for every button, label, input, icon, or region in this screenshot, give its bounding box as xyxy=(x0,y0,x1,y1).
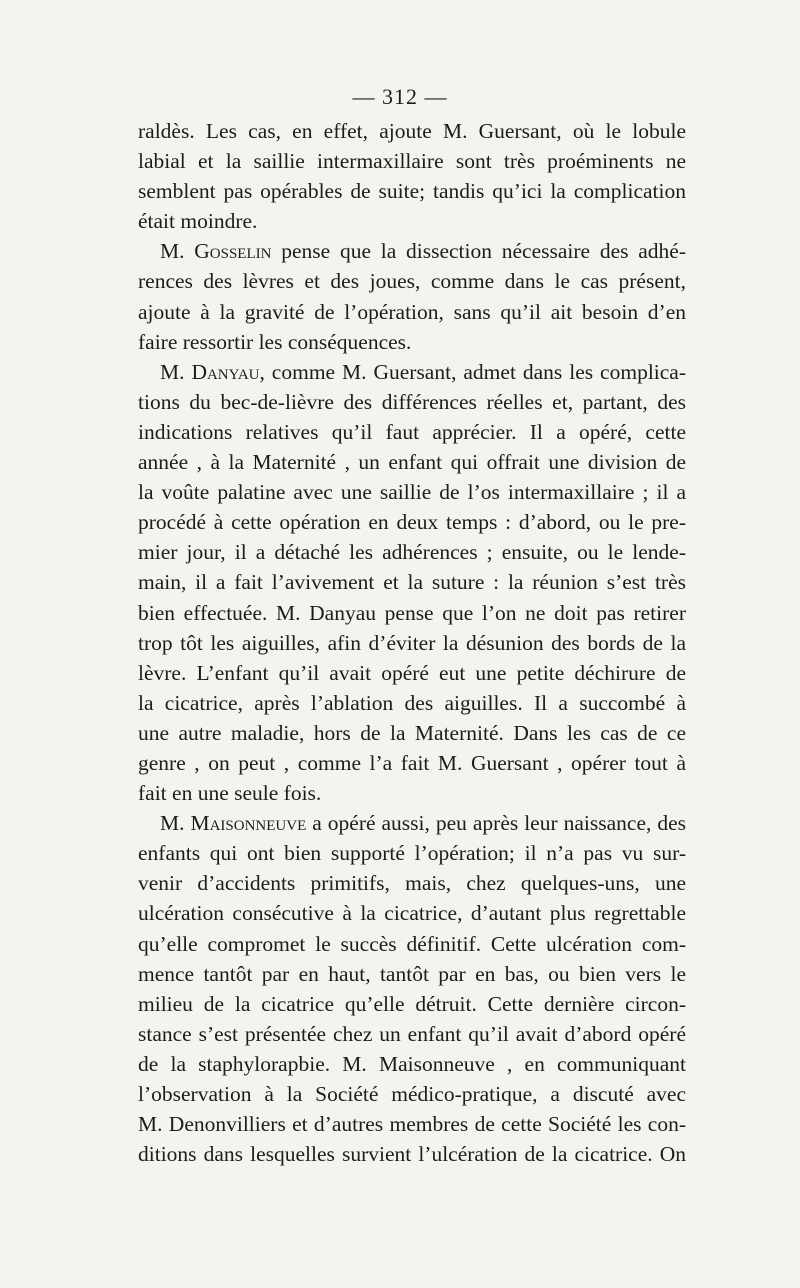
speaker-name: Danyau xyxy=(191,359,260,384)
text-line: semblent pas opérables de suite; tandis qu’ici la complication xyxy=(138,179,686,204)
body-text xyxy=(138,116,686,1169)
text-line-content: pense que la dissection nécessaire des adhé- xyxy=(281,239,687,264)
text-line: genre , on peut , comme l’a fait M. Guersant , opérer tout à xyxy=(138,750,686,775)
text-line: tions du bec-de-lièvre des différences réelles et, partant, des xyxy=(138,389,686,414)
text-line: l’observation à la Société médico-pratique, a discuté avec xyxy=(138,1082,686,1106)
text-line: indications relatives qu’il faut apprécier. Il a opéré, cette xyxy=(138,419,686,444)
text-line: qu’elle compromet le succès définitif. Cette ulcération com- xyxy=(138,931,686,956)
text-line: trop tôt les aiguilles, afin d’éviter la désunion des bords de la xyxy=(138,630,686,655)
paragraph xyxy=(138,116,686,236)
text-line: bien effectuée. M. Danyau pense que l’on ne doit pas retirer xyxy=(138,600,686,625)
text-line: mier jour, il a détaché les adhérences ; ensuite, ou le lende- xyxy=(138,540,686,565)
text-line: raldès. Les cas, en effet, ajoute M. Guersant, où le lobule xyxy=(138,119,686,143)
text-line xyxy=(138,236,686,266)
text-line: la cicatrice, après l’ablation des aiguilles. Il a succombé à xyxy=(138,690,686,715)
paragraph xyxy=(138,236,686,356)
speaker-prefix: M. xyxy=(160,811,185,836)
text-line: faire ressortir les conséquences. xyxy=(138,329,412,354)
page-number: — 312 — xyxy=(352,84,448,109)
text-line: la voûte palatine avec une saillie de l’os intermaxillaire ; il a xyxy=(138,480,686,505)
text-line: labial et la saillie intermaxillaire sont très proéminents ne xyxy=(138,149,686,174)
paragraph xyxy=(138,357,686,808)
text-line-content: , comme M. Guersant, admet dans les complica- xyxy=(259,359,687,384)
text-line xyxy=(138,808,686,838)
text-line: main, il a fait l’avivement et la suture : la réunion s’est très xyxy=(138,570,686,595)
paragraph xyxy=(138,808,686,1169)
text-line: ulcération consécutive à la cicatrice, d’autant plus regrettable xyxy=(138,901,686,926)
text-line-content: a opéré aussi, peu après leur naissance, des xyxy=(312,811,687,836)
text-line: fait en une seule fois. xyxy=(138,781,322,806)
text-line: venir d’accidents primitifs, mais, chez quelques-uns, une xyxy=(138,871,686,896)
text-line: procédé à cette opération en deux temps : d’abord, ou le pre- xyxy=(138,510,686,535)
text-line: était moindre. xyxy=(138,209,258,234)
text-line xyxy=(138,357,686,387)
speaker-prefix: M. xyxy=(160,359,185,384)
text-line: stance s’est présentée chez un enfant qu’il avait d’abord opéré xyxy=(138,1021,686,1046)
text-line: ditions dans lesquelles survient l’ulcération de la cicatrice. On xyxy=(138,1142,686,1167)
text-line: une autre maladie, hors de la Maternité. Dans les cas de ce xyxy=(138,720,686,745)
text-line: année , à la Maternité , un enfant qui offrait une division de xyxy=(138,450,686,475)
text-line: milieu de la cicatrice qu’elle détruit. Cette dernière circon- xyxy=(138,991,686,1016)
text-line: mence tantôt par en haut, tantôt par en bas, ou bien vers le xyxy=(138,961,686,986)
text-line: M. Denonvilliers et d’autres membres de cette Société les con- xyxy=(138,1112,686,1137)
speaker-name: Maisonneuve xyxy=(190,811,307,836)
speaker-prefix: M. xyxy=(160,239,185,264)
text-line: enfants qui ont bien supporté l’opération; il n’a pas vu sur- xyxy=(138,841,686,866)
text-line: rences des lèvres et des joues, comme dans le cas présent, xyxy=(138,269,686,294)
text-line: lèvre. L’enfant qu’il avait opéré eut une petite déchirure de xyxy=(138,660,686,685)
text-line: ajoute à la gravité de l’opération, sans qu’il ait besoin d’en xyxy=(138,299,686,324)
text-line: de la staphylorapbie. M. Maisonneuve , en communiquant xyxy=(138,1051,686,1076)
speaker-name: Gosselin xyxy=(194,239,272,264)
